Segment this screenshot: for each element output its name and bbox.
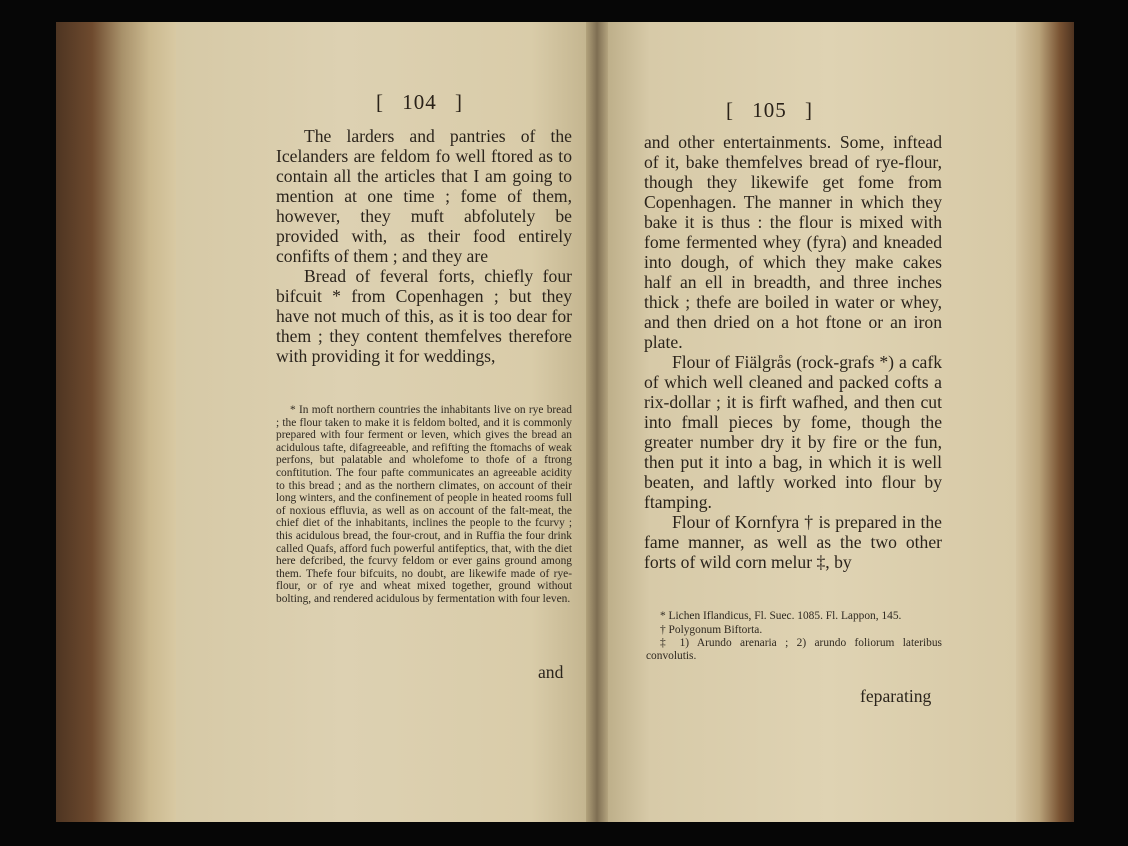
left-paragraph-2: Bread of feveral forts, chiefly four bifcuit * from Copenhagen ; but they have not much of this, as it is too dear for them ; they content themfelves therefore with providing it for weddings, bbox=[276, 266, 572, 366]
right-footnotes bbox=[646, 610, 942, 663]
left-catchword: and bbox=[538, 662, 564, 682]
right-paragraph-1: and other entertainments. Some, inftead of it, bake themfelves bread of rye-flour, though they likewife get fome from Copenhagen. The manner in which they bake it is thus : the flour is mixed with fome fermented whey (fyra) and kneaded into dough, of which they make cakes half an ell in breadth, and three inches thick ; thefe are boiled in water or whey, and then dried on a hot ftone or an iron plate. bbox=[644, 132, 942, 352]
right-paragraph-2: Flour of Fiälgrås (rock-grafs *) a cafk of which well cleaned and packed cofts a rix-dollar ; it is firft wafhed, and then cut into fmall pieces by fome, though the greater number dry it by fire or the fun, then put it into a bag, in which it is well beaten, and laftly worked into flour by ftamping. bbox=[644, 352, 942, 512]
right-paragraph-3: Flour of Kornfyra † is prepared in the fame manner, as well as the two other forts of wild corn melur ‡, by bbox=[644, 512, 942, 572]
left-footnote bbox=[276, 404, 572, 607]
book-edge-right bbox=[1016, 22, 1074, 822]
book-gutter bbox=[586, 22, 608, 822]
left-paragraph-1: The larders and pantries of the Icelanders are feldom fo well ftored as to contain all the articles that I am going to mention at one time ; fome of them, however, they muft abfolutely be provided with, as their food entirely confifts of them ; and they are bbox=[276, 126, 572, 266]
right-footnote-2: † Polygonum Biftorta. bbox=[660, 623, 763, 636]
right-catchword: feparating bbox=[860, 686, 932, 706]
right-footnote-3: ‡ 1) Arundo arenaria ; 2) arundo foliorum lateribus convolutis. bbox=[646, 637, 942, 662]
right-page-body bbox=[644, 132, 942, 572]
left-page-number: [ 104 ] bbox=[376, 90, 463, 114]
left-footnote-text: * In moft northern countries the inhabitants live on rye bread ; the flour taken to make it is feldom bolted, and it is commonly prepared with four ferment or leven, which gives the bread an acidulous tafte, difagreeable, and refifting the ftomachs of weak perfons, but palatable and wholefome to thofe of a ftrong conftitution. The four pafte communicates an agreeable acidity to this bread ; and as the northern climates, on account of their long winters, and the confinement of people in heated rooms full of noxious effluvia, as well as on account of the falt-meat, the chief diet of the inhabitants, inclines the people to the fcurvy ; this acidulous bread, the four-crout, and in Ruffia the four drink called Quafs, afford fuch powerful antifeptics, that, with the diet here defcribed, the fcurvy feldom or ever gains ground among them. Thefe four bifcuits, no doubt, are likewife made of rye-flour, or of rye and wheat mixed together, ground without bolting, and rendered acidulous by fermentation with four leven. bbox=[276, 404, 572, 605]
right-page-number: [ 105 ] bbox=[726, 98, 813, 122]
left-page-body bbox=[276, 126, 572, 366]
right-footnote-1: * Lichen Iflandicus, Fl. Suec. 1085. Fl. Lappon, 145. bbox=[660, 610, 902, 622]
book-edge-left bbox=[56, 22, 176, 822]
